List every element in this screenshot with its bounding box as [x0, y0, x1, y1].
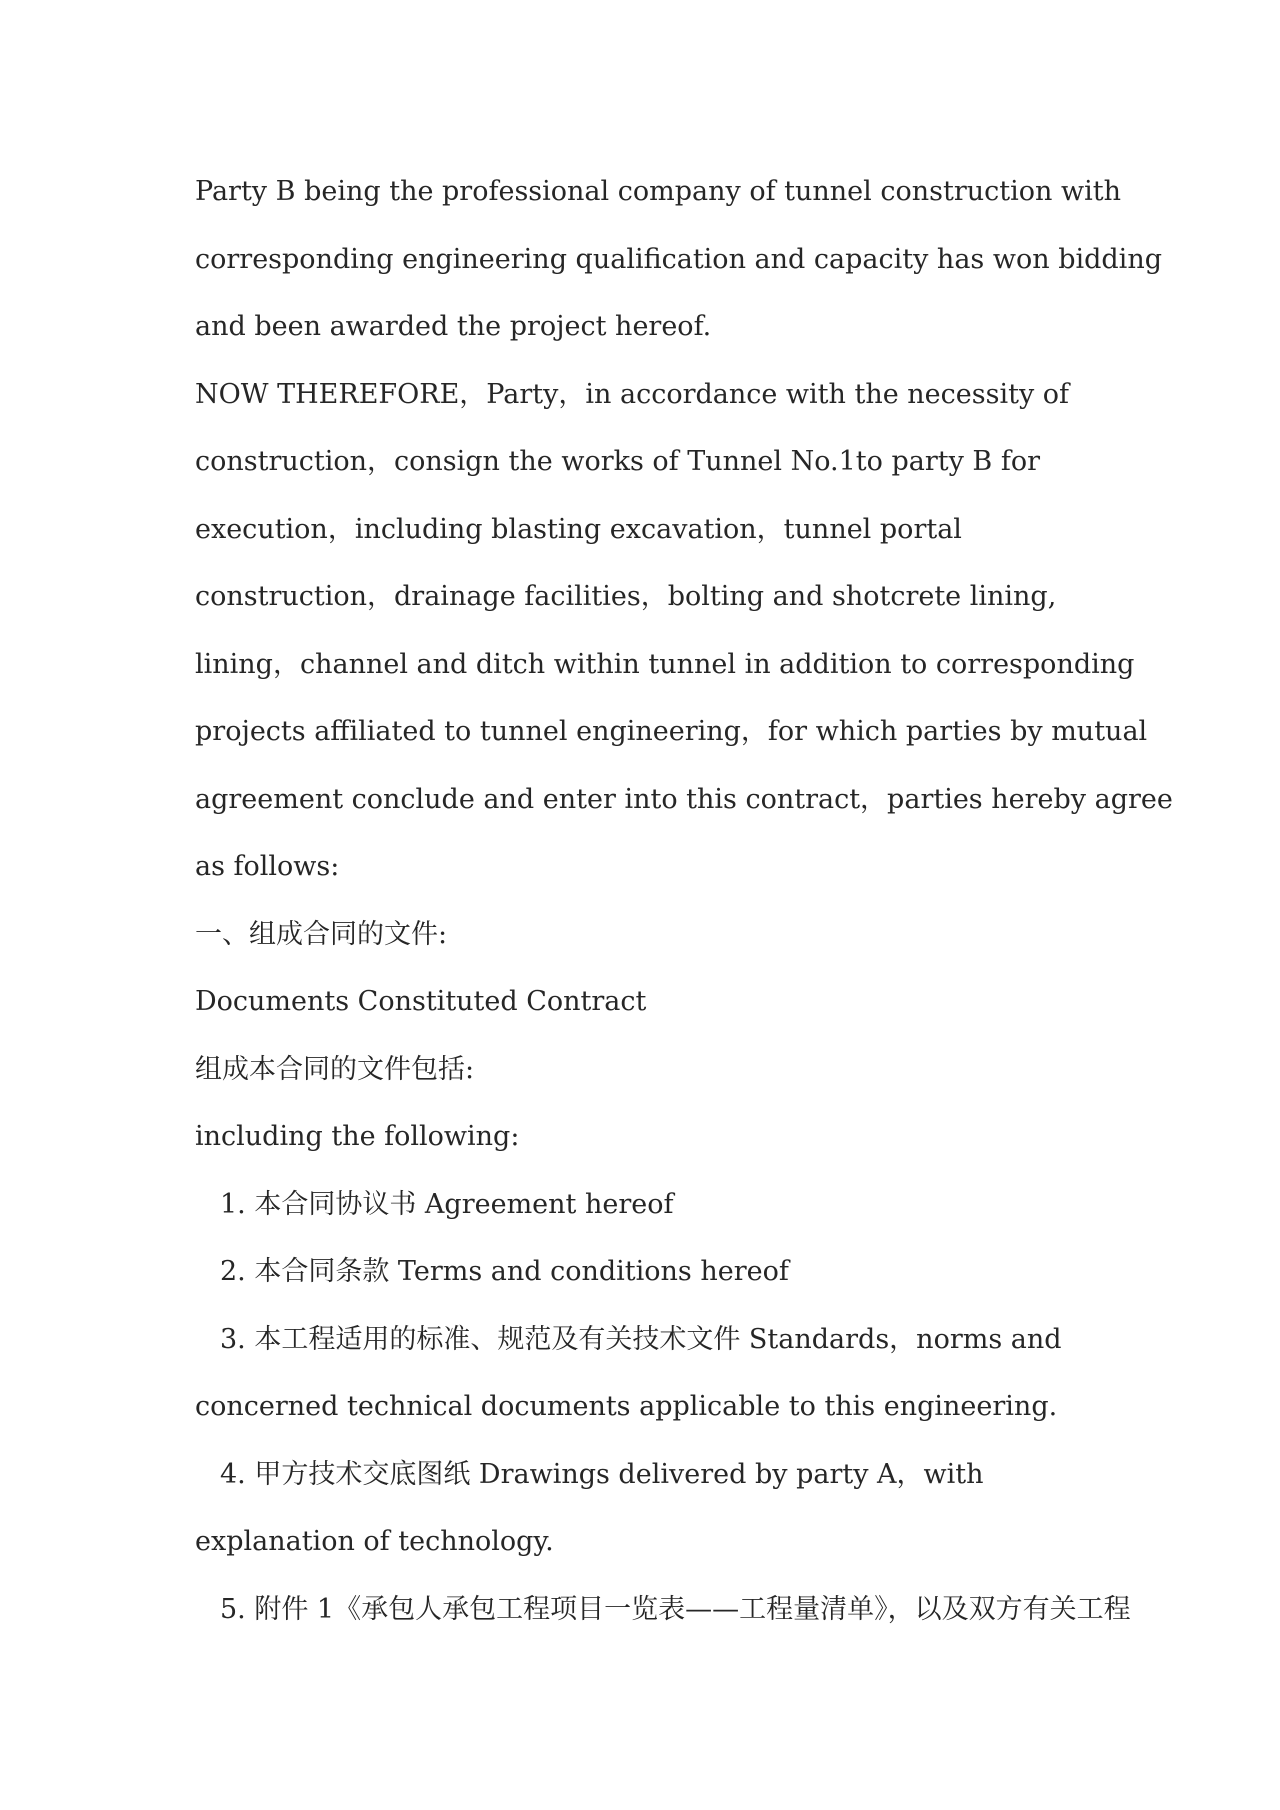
text-line: lining，channel and ditch within tunnel in addition to corresponding: [195, 648, 1135, 680]
text-line: projects affiliated to tunnel engineering，for which parties by mutual: [195, 716, 1148, 747]
list-item: 3. 本工程适用的标准、规范及有关技术文件 Standards，norms and: [220, 1323, 1062, 1355]
text-line: construction，drainage facilities，bolting and shotcrete lining,: [195, 581, 1057, 612]
list-item: 4. 甲方技术交底图纸 Drawings delivered by party A，with: [220, 1458, 984, 1490]
text-line: execution，including blasting excavation，tunnel portal: [195, 513, 962, 545]
text-line: agreement conclude and enter into this contract，parties hereby agree: [195, 783, 1173, 815]
text-line: 组成本合同的文件包括:: [195, 1053, 475, 1085]
section-heading: 一、组成合同的文件:: [195, 918, 448, 950]
list-item-continuation: explanation of technology.: [195, 1526, 554, 1557]
text-line: corresponding engineering qualification and capacity has won bidding: [195, 243, 1162, 275]
contract-text: [195, 158, 1173, 1643]
list-item: 5. 附件 1《承包人承包工程项目一览表——工程量清单》，以及双方有关工程: [220, 1593, 1131, 1625]
list-item: 2. 本合同条款 Terms and conditions hereof: [220, 1256, 789, 1287]
text-line: NOW THEREFORE，Party，in accordance with the necessity of: [195, 378, 1070, 410]
section-heading-english: Documents Constituted Contract: [195, 986, 647, 1017]
text-line: and been awarded the project hereof.: [195, 311, 712, 342]
text-line: Party B being the professional company of tunnel construction with: [195, 176, 1121, 207]
list-item-continuation: concerned technical documents applicable to this engineering.: [195, 1391, 1058, 1422]
list-item: 1. 本合同协议书 Agreement hereof: [220, 1188, 674, 1220]
text-line: as follows:: [195, 851, 340, 882]
text-line: construction，consign the works of Tunnel No.1to party B for: [195, 446, 1041, 477]
text-line: including the following:: [195, 1121, 520, 1152]
